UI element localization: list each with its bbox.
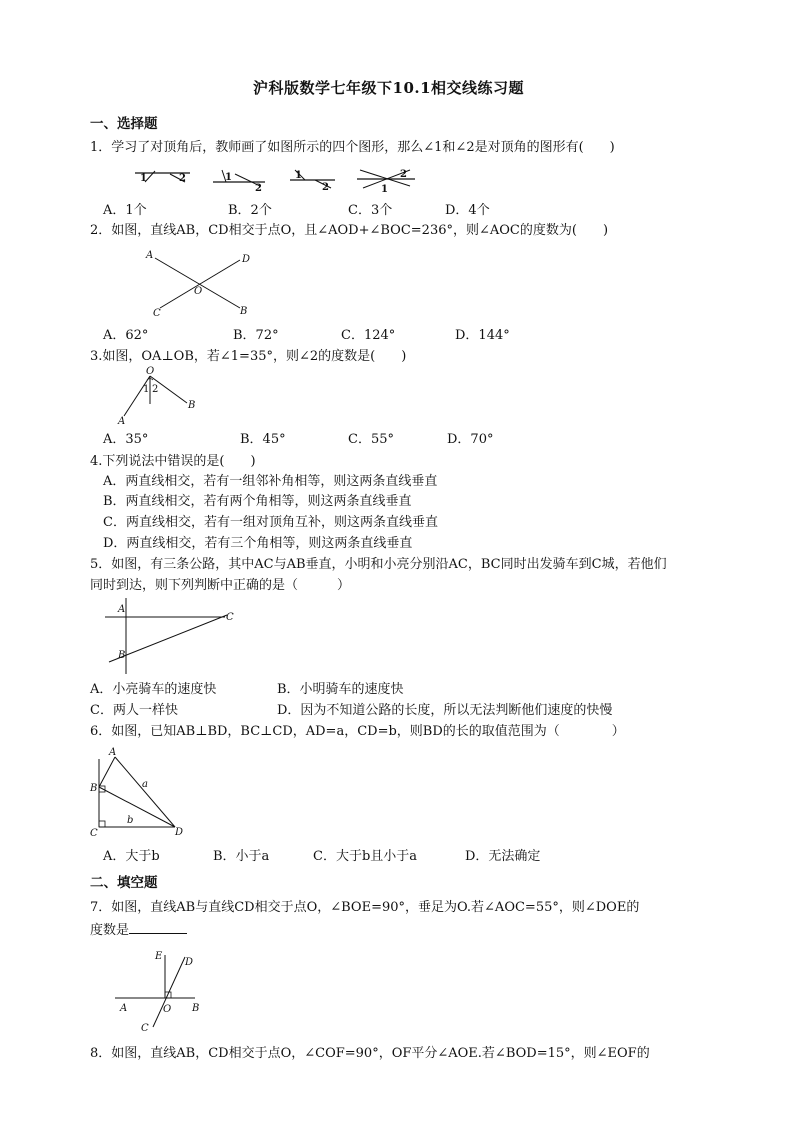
q4-option-c: C．两直线相交，若有一组对顶角互补，则这两条直线垂直 — [103, 515, 438, 530]
q6-label-b: B — [90, 783, 98, 794]
q2-option-a: A．62° — [103, 328, 149, 343]
q1-option-a: A．1个 — [103, 203, 147, 218]
q1-fig4-label-1: 1 — [381, 184, 388, 195]
q3-label-o: O — [146, 366, 155, 377]
q6-option-d: D．无法确定 — [465, 849, 541, 864]
q1-option-d: D．4个 — [445, 203, 490, 218]
q8-stem: 8．如图，直线AB，CD相交于点O，∠COF=90°，OF平分∠AOE.若∠BOD=15°，则∠EOF的 — [90, 1046, 650, 1061]
q7-label-e: E — [155, 951, 163, 962]
q5-figure — [105, 598, 245, 678]
q2-label-a: A — [146, 250, 154, 261]
q3-figure — [112, 366, 212, 426]
q2-label-o: O — [194, 286, 203, 297]
q7-stem-text: 度数是 — [90, 923, 130, 938]
q5-option-c: C．两人一样快 — [90, 703, 178, 718]
q1-figure-4 — [357, 169, 415, 195]
q7-label-a: A — [120, 1003, 128, 1014]
q5-stem-line1: 5．如图，有三条公路，其中AC与AB垂直，小明和小亮分别沿AC，BC同时出发骑车到C城，若他们 — [90, 557, 667, 572]
section-heading-choice: 一、选择题 — [90, 116, 158, 132]
q6-stem: 6．如图，已知AB⊥BD，BC⊥CD，AD=a，CD=b，则BD的长的取值范围为（ ） — [90, 724, 625, 739]
q6-label-lower-a: a — [142, 779, 148, 790]
q5-label-b: B — [118, 650, 126, 661]
q7-label-d: D — [185, 957, 194, 968]
q3-label-2: 2 — [152, 384, 159, 395]
q1-figures — [125, 164, 425, 194]
q3-label-b: B — [188, 400, 196, 411]
q1-figure-1 — [135, 171, 190, 184]
q1-fig4-label-2: 2 — [400, 169, 407, 180]
q7-answer-blank — [129, 921, 187, 934]
q6-label-a: A — [109, 747, 117, 758]
q6-option-a: A．大于b — [103, 849, 160, 864]
q1-fig1-label-2: 2 — [179, 173, 186, 184]
q4-option-a: A．两直线相交，若有一组邻补角相等，则这两条直线垂直 — [103, 474, 438, 489]
q3-option-a: A．35° — [103, 432, 149, 447]
q2-label-b: B — [240, 306, 248, 317]
section-heading-fill: 二、填空题 — [90, 875, 158, 891]
q1-figure-3 — [290, 170, 335, 193]
q4-option-b: B．两直线相交，若有两个角相等，则这两条直线垂直 — [103, 494, 412, 509]
q2-label-d: D — [242, 254, 251, 265]
page-title: 沪科版数学七年级下10.1相交线练习题 — [253, 79, 525, 97]
q6-label-d: D — [175, 827, 184, 838]
q5-label-a: A — [118, 604, 126, 615]
q1-option-c: C．3个 — [348, 203, 393, 218]
q3-label-a: A — [118, 416, 126, 427]
q7-label-o: O — [163, 1004, 172, 1015]
q1-fig3-label-1: 1 — [295, 170, 302, 181]
q2-stem: 2．如图，直线AB，CD相交于点O，且∠AOD+∠BOC=236°，则∠AOC的度数为( ) — [90, 223, 609, 238]
q2-option-b: B．72° — [233, 328, 279, 343]
q1-fig3-label-2: 2 — [322, 182, 329, 193]
q1-fig1-label-1: 1 — [140, 173, 147, 184]
q2-option-c: C．124° — [341, 328, 396, 343]
q5-option-d: D．因为不知道公路的长度，所以无法判断他们速度的快慢 — [277, 703, 613, 718]
q7-stem-line2 — [90, 921, 187, 939]
q6-label-lower-b: b — [127, 815, 134, 826]
q3-option-d: D．70° — [447, 432, 494, 447]
q3-label-1: 1 — [143, 384, 150, 395]
q1-fig2-label-1: 1 — [225, 172, 232, 183]
q2-option-d: D．144° — [455, 328, 510, 343]
q6-figure — [85, 745, 195, 840]
q7-stem-line1: 7．如图，直线AB与直线CD相交于点O，∠BOE=90°，垂足为O.若∠AOC=55°，则∠DOE的 — [90, 900, 640, 915]
q6-label-c: C — [90, 828, 98, 839]
q2-figure — [140, 246, 270, 318]
q5-stem-line2: 同时到达，则下列判断中正确的是（ ） — [90, 578, 351, 593]
q4-option-d: D．两直线相交，若有三个角相等，则这两条直线垂直 — [103, 536, 413, 551]
q6-option-c: C．大于b且小于a — [313, 849, 418, 864]
q1-stem: 1．学习了对顶角后，教师画了如图所示的四个图形，那么∠1和∠2是对顶角的图形有( ) — [90, 140, 615, 155]
q1-option-b: B．2个 — [228, 203, 272, 218]
q3-option-c: C．55° — [348, 432, 394, 447]
q5-label-c: C — [226, 612, 234, 623]
q7-label-b: B — [192, 1003, 200, 1014]
q3-stem: 3.如图，OA⊥OB，若∠1=35°，则∠2的度数是( ) — [90, 349, 407, 364]
q2-label-c: C — [153, 308, 161, 319]
q1-figure-2 — [213, 170, 265, 194]
q5-option-a: A．小亮骑车的速度快 — [90, 682, 217, 697]
q7-label-c: C — [141, 1023, 149, 1034]
q4-stem: 4.下列说法中错误的是( ) — [90, 454, 256, 469]
q3-option-b: B．45° — [240, 432, 286, 447]
q7-figure — [115, 945, 215, 1035]
q5-option-b: B．小明骑车的速度快 — [277, 682, 404, 697]
q1-fig2-label-2: 2 — [255, 183, 262, 194]
q6-option-b: B．小于a — [213, 849, 270, 864]
